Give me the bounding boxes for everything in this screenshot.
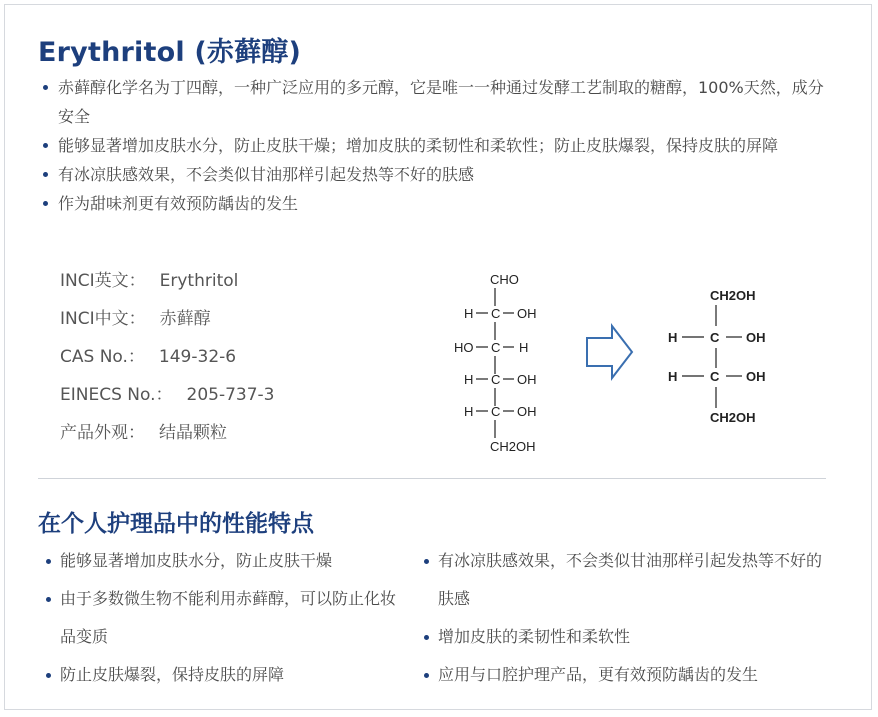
page-title: Erythritol (赤藓醇) [38,37,302,68]
feature-item: 防止皮肤爆裂，保持皮肤的屏障 [42,656,397,694]
structure-top-group: CH2OH [710,288,756,303]
substituent-left: HO [454,340,474,355]
feature-item: 能够显著增加皮肤水分，防止皮肤干燥 [42,542,397,580]
carbon-label: C [710,330,720,345]
section-title: 在个人护理品中的性能特点 [38,511,314,537]
property-value: 205-737-3 [186,385,275,405]
substituent-right: OH [746,369,766,384]
intro-bullet-1: 赤藓醇化学名为丁四醇，一种广泛应用的多元醇，它是唯一一种通过发酵工艺制取的糖醇，100%天然，成分安全 [38,73,838,131]
substituent-left: H [668,369,678,384]
substituent-left: H [464,372,474,387]
property-value: 149-32-6 [158,347,237,367]
property-value: 结晶颗粒 [159,423,227,443]
carbon-label: C [710,369,720,384]
structure-top-group: CHO [490,272,519,287]
property-row-inci-cn [60,306,275,344]
property-row-inci-en [60,268,275,306]
property-row-cas [60,344,275,382]
carbon-label: C [491,372,501,387]
property-label: INCI英文： [60,271,146,291]
feature-item: 有冰凉肤感效果，不会类似甘油那样引起发热等不好的肤感 [420,542,830,618]
chemical-structure-diagram [440,262,800,462]
feature-item: 由于多数微生物不能利用赤藓醇，可以防止化妆品变质 [42,580,397,656]
property-label: 产品外观： [60,423,145,443]
property-label: EINECS No.： [60,385,173,405]
substituent-right: OH [746,330,766,345]
substituent-right: OH [517,306,537,321]
substituent-left: H [464,306,474,321]
features-left-list [42,542,397,694]
property-label: INCI中文： [60,309,146,329]
erythritol-structure [668,288,766,425]
substituent-right: OH [517,372,537,387]
intro-bullet-4: 作为甜味剂更有效预防龋齿的发生 [38,189,838,218]
feature-item: 应用与口腔护理产品，更有效预防龋齿的发生 [420,656,830,694]
section-divider [38,478,826,479]
property-value: 赤藓醇 [159,309,211,329]
substituent-left: H [464,404,474,419]
property-row-einecs [60,382,275,420]
intro-bullet-list [38,73,838,218]
intro-bullet-2: 能够显著增加皮肤水分，防止皮肤干燥；增加皮肤的柔韧性和柔软性；防止皮肤爆裂，保持皮肤的屏障 [38,131,838,160]
erythrose-structure [454,272,537,454]
substituent-left: H [668,330,678,345]
carbon-label: C [491,306,501,321]
features-right-list [420,542,830,694]
structure-bottom-group: CH2OH [710,410,756,425]
reaction-arrow-icon [587,326,632,378]
substituent-right: H [519,340,529,355]
property-row-appearance [60,420,275,458]
carbon-label: C [491,404,501,419]
structure-bottom-group: CH2OH [490,439,536,454]
property-list [60,268,275,458]
substituent-right: OH [517,404,537,419]
property-value: Erythritol [159,271,239,291]
intro-bullet-3: 有冰凉肤感效果，不会类似甘油那样引起发热等不好的肤感 [38,160,838,189]
property-label: CAS No.： [60,347,145,367]
carbon-label: C [491,340,501,355]
feature-item: 增加皮肤的柔韧性和柔软性 [420,618,830,656]
